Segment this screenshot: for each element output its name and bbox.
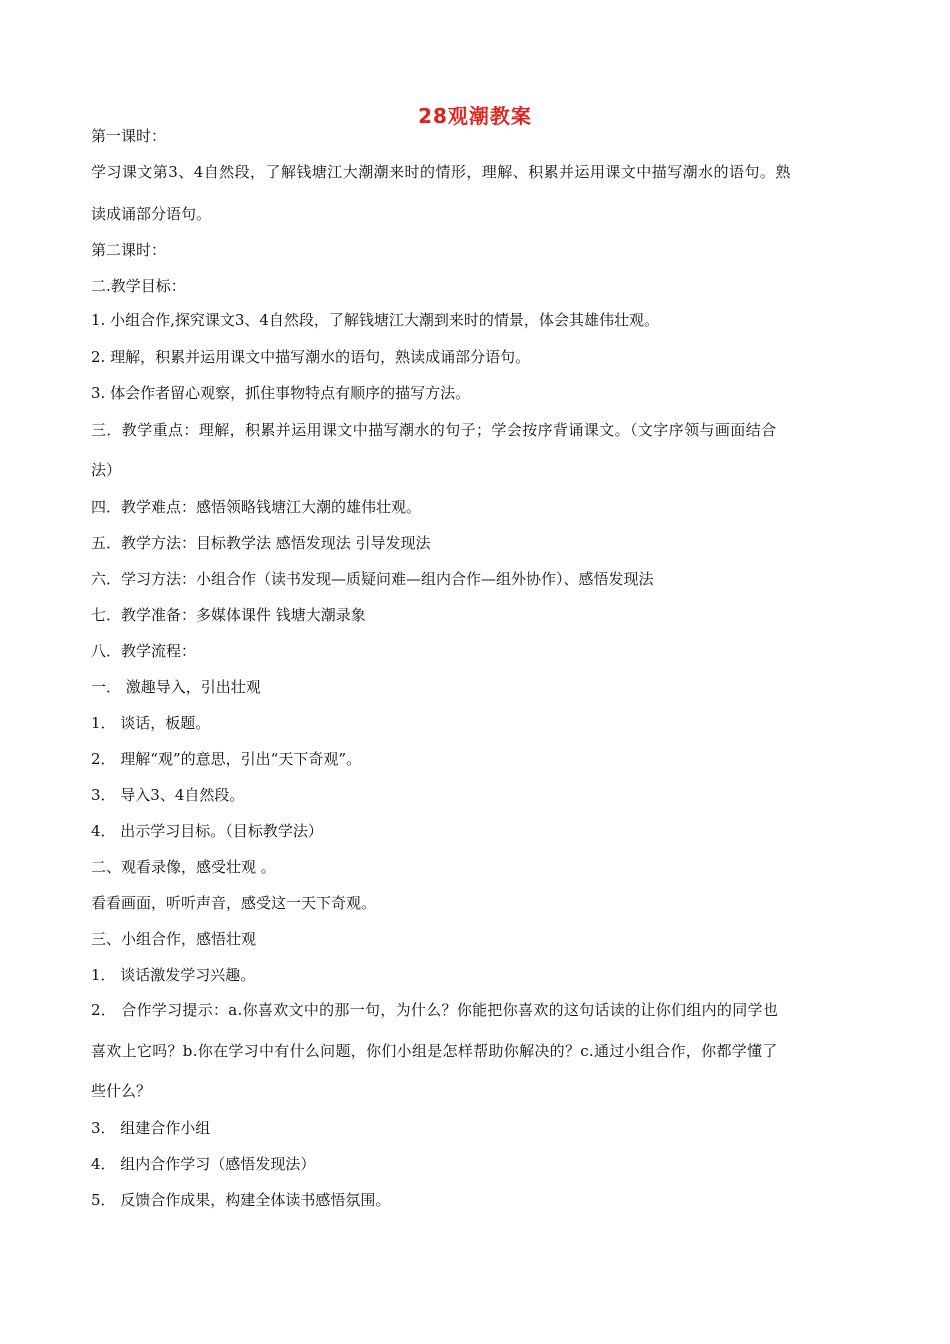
- text-line: 些什么？: [91, 1082, 152, 1100]
- text-line: 一． 激趣导入，引出壮观: [91, 678, 261, 696]
- text-line: 第一课时：: [91, 127, 167, 145]
- text-line: 2. 理解，积累并运用课文中描写潮水的语句，熟读成诵部分语句。: [91, 348, 531, 366]
- text-line: 八．教学流程：: [91, 642, 197, 660]
- text-line: 二.教学目标：: [91, 277, 186, 295]
- text-line: 看看画面，听听声音，感受这一天下奇观。: [91, 894, 377, 912]
- text-line: 3. 体会作者留心观察，抓住事物特点有顺序的描写方法。: [91, 384, 471, 402]
- text-line: 六．学习方法：小组合作（读书发现—质疑问难—组内合作—组外协作）、感悟发现法: [91, 570, 654, 588]
- text-line: 5． 反馈合作成果，构建全体读书感悟氛围。: [91, 1191, 391, 1209]
- text-line: 二、观看录像，感受壮观 。: [91, 858, 276, 876]
- text-line: 1． 谈话激发学习兴趣。: [91, 966, 256, 984]
- text-line: 1． 谈话，板题。: [91, 714, 211, 732]
- text-line: 2． 理解“观”的意思，引出“天下奇观”。: [91, 750, 361, 768]
- text-line: 第二课时：: [91, 241, 167, 259]
- text-line: 喜欢上它吗？b.你在学习中有什么问题，你们小组是怎样帮助你解决的？c.通过小组合作，你都学懂了: [91, 1042, 778, 1060]
- text-line: 读成诵部分语句。: [91, 205, 212, 223]
- text-line: 学习课文第3、4自然段，了解钱塘江大潮潮来时的情形，理解、积累并运用课文中描写潮水的语句。熟: [91, 163, 791, 181]
- text-line: 1. 小组合作,探究课文3、4自然段，了解钱塘江大潮到来时的情景，体会其雄伟壮观。: [91, 311, 659, 329]
- text-line: 三、小组合作，感悟壮观: [91, 930, 257, 948]
- text-line: 七．教学准备：多媒体课件 钱塘大潮录象: [91, 606, 366, 624]
- text-line: 4． 组内合作学习（感悟发现法）: [91, 1155, 316, 1173]
- text-line: 2． 合作学习提示：a.你喜欢文中的那一句，为什么？你能把你喜欢的这句话读的让你们组内的同学也: [91, 1001, 779, 1019]
- text-line: 3． 组建合作小组: [91, 1119, 211, 1137]
- text-line: 法）: [91, 461, 122, 479]
- text-line: 4． 出示学习目标。（目标教学法）: [91, 822, 323, 840]
- text-line: 三．教学重点：理解，积累并运用课文中描写潮水的句子；学会按序背诵课文。（文字序领与画面结合: [91, 421, 777, 439]
- text-line: 五．教学方法：目标教学法 感悟发现法 引导发现法: [91, 534, 431, 552]
- text-line: 四．教学难点：感悟领略钱塘江大潮的雄伟壮观。: [91, 498, 422, 516]
- document-title: 28观潮教案: [418, 104, 532, 128]
- text-line: 3． 导入3、4自然段。: [91, 786, 245, 804]
